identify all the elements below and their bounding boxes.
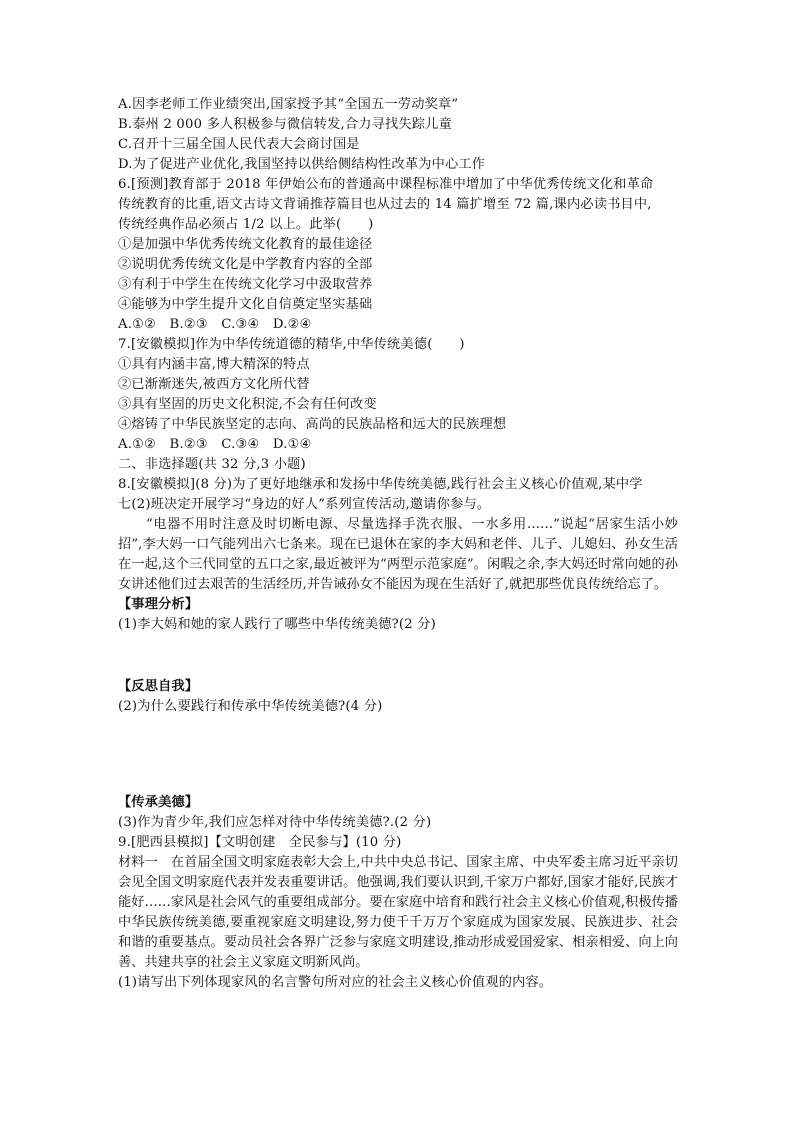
q8-part1-answer-space — [118, 635, 678, 677]
q5-option-a: A.因李老师工作业绩突出,国家授予其“全国五一劳动奖章” — [118, 97, 459, 112]
question-9 — [118, 833, 678, 993]
q8-part1-heading: 【事理分析】 — [118, 597, 199, 612]
q5-options — [118, 95, 678, 175]
q5-option-b: B.泰州 2 000 多人积极参与微信转发,合力寻找失踪儿童 — [118, 117, 452, 132]
question-8 — [118, 475, 678, 833]
q8-part3-question: (3)作为青少年,我们应怎样对待中华传统美德?.(2 分) — [118, 815, 432, 830]
q6-choices: A.①② B.②③ C.③④ D.②④ — [118, 317, 312, 332]
q6-item-4: ④能够为中学生提升文化自信奠定坚实基础 — [118, 297, 373, 312]
q7-stem: 7.[安徽模拟]作为中华传统道德的精华,中华传统美德( ) — [118, 337, 465, 352]
question-7 — [118, 335, 678, 455]
q7-choices: A.①② B.②③ C.③④ D.①④ — [118, 437, 312, 452]
q8-part1-question: (1)李大妈和她的家人践行了哪些中华传统美德?(2 分) — [118, 617, 436, 632]
section-heading: 二、非选择题(共 32 分,3 小题) — [118, 457, 306, 472]
q9-material: 材料一 在首届全国文明家庭表彰大会上,中共中央总书记、国家主席、中央军委主席习近平亲切会见全国文明家庭代表并发表重要讲话。他强调,我们要认识到,千家万户都好,国家才能好,民族才能好……家风是社会风气的重要组成部分。要在家庭中培育和践行社会主义核心价值观,积极传播中华民族传统美德,要重视家庭文明建设,努力使千千万万个家庭成为国家发展、民族进步、社会和谐的重要基点。要动员社会各界广泛参与家庭文明建设,推动形成爱国爱家、相亲相爱、向上向善、共建共享的社会主义家庭文明新风尚。 — [118, 855, 678, 970]
q5-option-d: D.为了促进产业优化,我国坚持以供给侧结构性改革为中心工作 — [118, 157, 486, 172]
q7-item-2: ②已渐渐迷失,被西方文化所代替 — [118, 377, 310, 392]
q6-item-2: ②说明优秀传统文化是中学教育内容的全部 — [118, 257, 373, 272]
q7-item-1: ①具有内涵丰富,博大精深的特点 — [118, 357, 310, 372]
q6-stem-line-1: 6.[预测]教育部于 2018 年伊始公布的普通高中课程标准中增加了中华优秀传统文化和革命 — [118, 177, 654, 192]
q7-item-4: ④熔铸了中华民族坚定的志向、高尚的民族品格和远大的民族理想 — [118, 417, 507, 432]
q7-item-3: ③具有坚固的历史文化积淀,不会有任何改变 — [118, 397, 377, 412]
q8-stem-line-1: 8.[安徽模拟](8 分)为了更好地继承和发扬中华传统美德,践行社会主义核心价值观,某中学 — [118, 477, 643, 492]
q6-stem-line-3: 传统经典作品必须占 1/2 以上。此举( ) — [118, 217, 374, 232]
q9-part1-question: (1)请写出下列体现家风的名言警句所对应的社会主义核心价值观的内容。 — [118, 975, 553, 990]
q6-item-3: ③有利于中学生在传统文化学习中汲取营养 — [118, 277, 373, 292]
question-6 — [118, 175, 678, 335]
q8-part3-heading: 【传承美德】 — [118, 795, 199, 810]
q6-stem-line-2: 传统教育的比重,语文古诗文背诵推荐篇目也从过去的 14 篇扩增至 72 篇,课内必读书目中, — [118, 197, 652, 212]
q9-stem: 9.[肥西县模拟]【文明创建 全民参与】(10 分) — [118, 835, 402, 850]
page-content — [118, 95, 678, 993]
q8-part2-answer-space — [118, 717, 678, 793]
q8-part2-heading: 【反思自我】 — [118, 679, 199, 694]
q6-item-1: ①是加强中华优秀传统文化教育的最佳途径 — [118, 237, 373, 252]
q8-material: “电器不用时注意及时切断电源、尽量选择手洗衣服、一水多用……”说起“居家生活小妙招”,李大妈一口气能列出六七条来。现在已退休在家的李大妈和老伴、儿子、儿媳妇、孙女生活在一起,这个三代同堂的五口之家,最近被评为“两型示范家庭”。闲暇之余,李大妈还时常向她的孙女讲述他们过去艰苦的生活经历,并告诫孙女不能因为现在生活好了,就把那些优良传统给忘了。 — [118, 517, 678, 592]
q8-stem-line-2: 七(2)班决定开展学习“身边的好人”系列宣传活动,邀请你参与。 — [118, 497, 491, 512]
q5-option-c: C.召开十三届全国人民代表大会商讨国是 — [118, 137, 360, 152]
q8-part2-question: (2)为什么要践行和传承中华传统美德?(4 分) — [118, 699, 383, 714]
